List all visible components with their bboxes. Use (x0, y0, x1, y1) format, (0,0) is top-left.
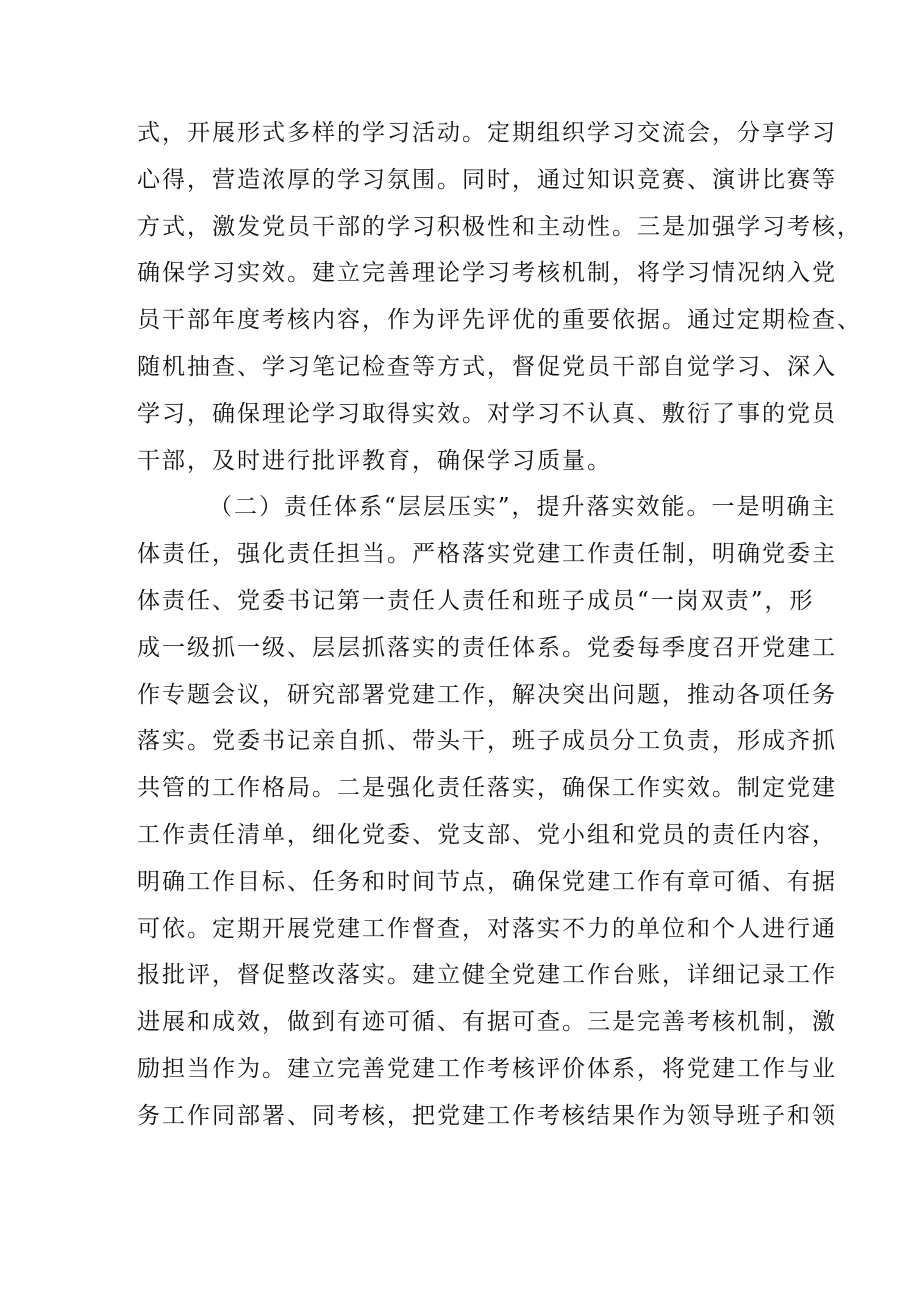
text-line: 成一级抓一级、层层抓落实的责任体系。党委每季度召开党建工 (137, 634, 837, 661)
text-line: 随机抽查、学习笔记检查等方式，督促党员干部自觉学习、深入 (137, 353, 837, 380)
text-line: 工作责任清单，细化党委、党支部、党小组和党员的责任内容， (137, 821, 837, 848)
text-line: 确保学习实效。建立完善理论学习考核机制，将学习情况纳入党 (137, 260, 837, 287)
text-line: 心得，营造浓厚的学习氛围。同时，通过知识竞赛、演讲比赛等 (137, 166, 837, 193)
text-line: 明确工作目标、任务和时间节点，确保党建工作有章可循、有据 (137, 868, 837, 895)
text-line: 共管的工作格局。二是强化责任落实，确保工作实效。制定党建 (137, 775, 837, 802)
text-line: 报批评，督促整改落实。建立健全党建工作台账，详细记录工作 (137, 962, 837, 989)
text-line: 式，开展形式多样的学习活动。定期组织学习交流会，分享学习 (137, 120, 837, 146)
body-text (137, 110, 862, 1140)
paragraph-end-line: 干部，及时进行批评教育，确保学习质量。 (137, 447, 612, 474)
text-line: 落实。党委书记亲自抓、带头干，班子成员分工负责，形成齐抓 (137, 728, 837, 755)
text-line: 体责任，强化责任担当。严格落实党建工作责任制，明确党委主 (137, 541, 837, 568)
text-line: 励担当作为。建立完善党建工作考核评价体系，将党建工作与业 (137, 1055, 837, 1082)
text-line: 员干部年度考核内容，作为评先评优的重要依据。通过定期检查、 (137, 307, 862, 334)
text-line: 体责任、党委书记第一责任人责任和班子成员“一岗双责”，形 (137, 587, 815, 614)
text-line: 务工作同部署、同考核，把党建工作考核结果作为领导班子和领 (137, 1102, 837, 1129)
text-line: 可依。定期开展党建工作督查，对落实不力的单位和个人进行通 (137, 915, 837, 942)
text-line: 方式，激发党员干部的学习积极性和主动性。三是加强学习考核， (137, 213, 862, 240)
text-line: 学习，确保理论学习取得实效。对学习不认真、敷衍了事的党员 (137, 400, 837, 427)
section-heading-line: （二）责任体系“层层压实”，提升落实效能。一是明确主 (209, 494, 837, 521)
text-line: 作专题会议，研究部署党建工作，解决突出问题，推动各项任务 (137, 681, 837, 708)
text-line: 进展和成效，做到有迹可循、有据可查。三是完善考核机制，激 (137, 1009, 837, 1036)
